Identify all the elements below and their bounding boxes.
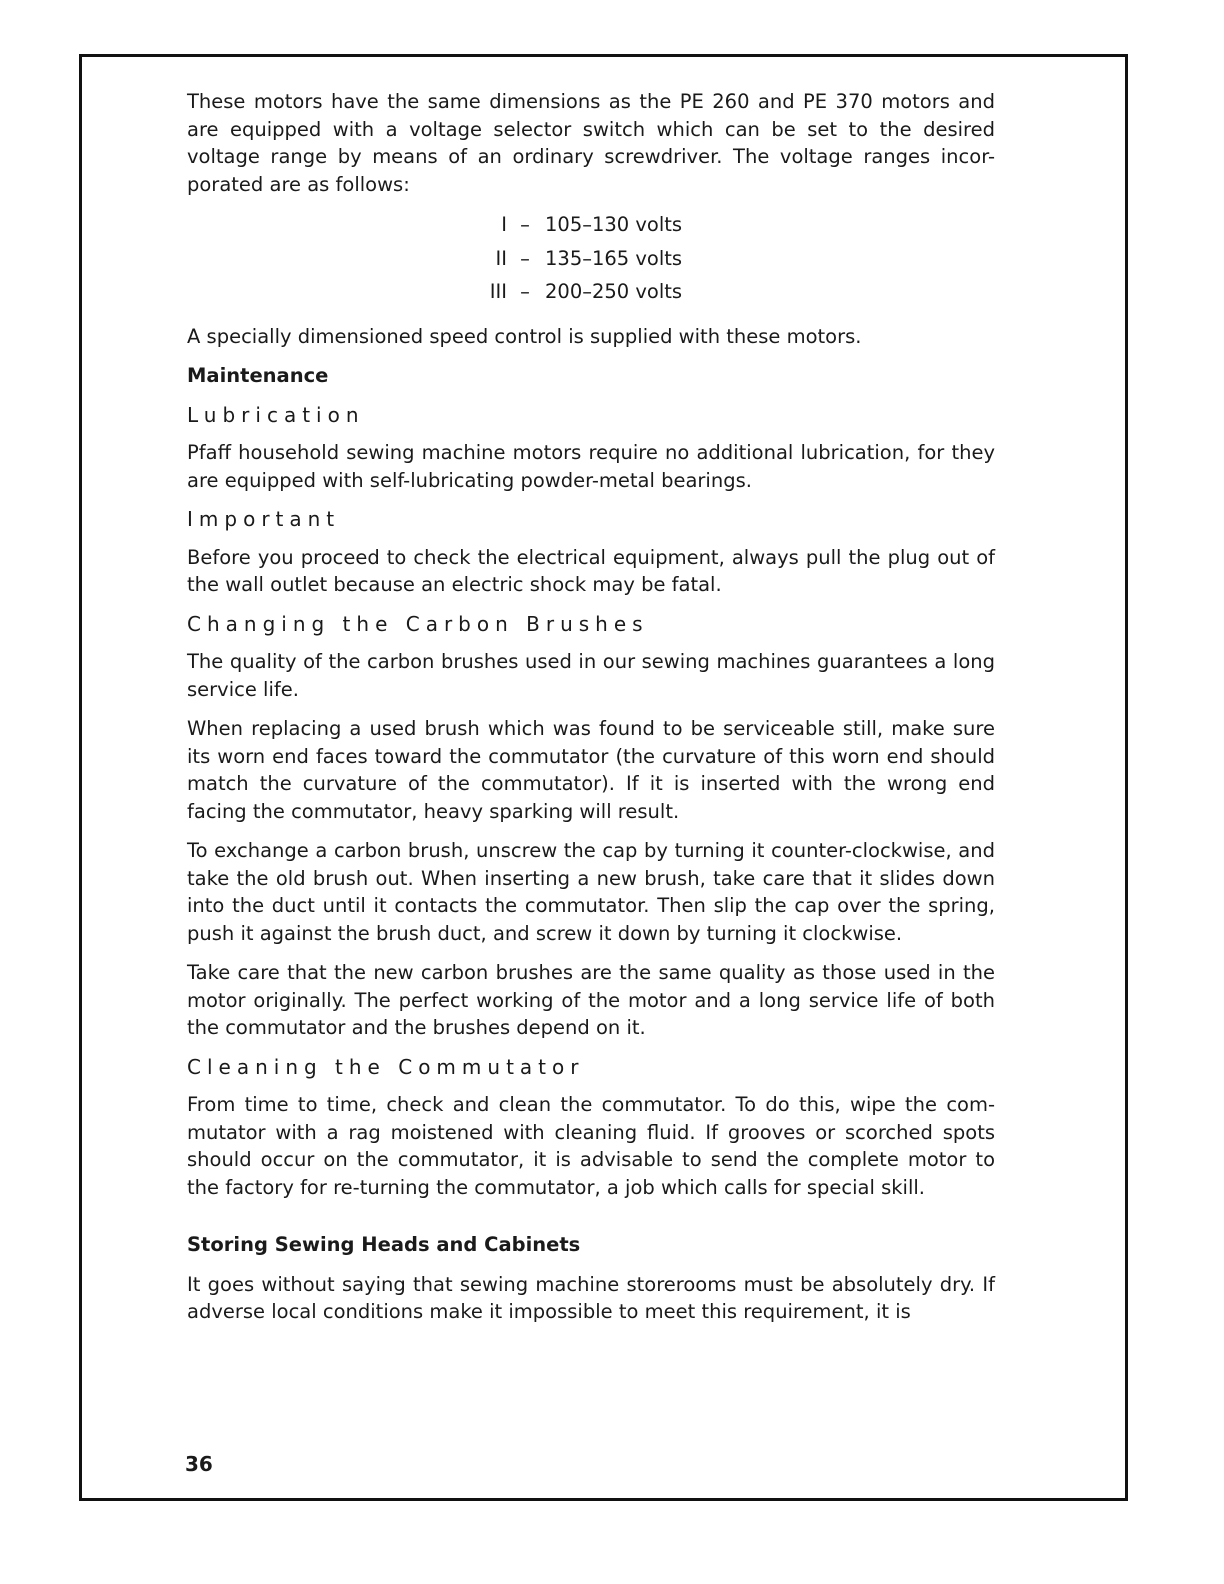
speed-control-paragraph: A specially dimensioned speed control is supplied with these motors. — [187, 324, 862, 348]
range-dash: – — [520, 213, 530, 236]
storing-heading: Storing Sewing Heads and Cabinets — [187, 1233, 581, 1256]
range-number: II — [495, 246, 507, 270]
range-volts: 135–165 volts — [545, 246, 683, 270]
page-number: 36 — [185, 1452, 213, 1476]
voltage-range-list — [187, 208, 995, 309]
commutator-heading: Cleaning the Commutator — [187, 1054, 585, 1079]
carbon-brushes-paragraph: When replacing a used brush which was found to be serviceable still, make sure its worn end faces toward the commutator (the curvature of this worn end should match the curvature of the commutator). If it is inserted with the wrong end facing the commutator, heavy sparking will result. — [187, 717, 995, 823]
lubrication-heading: Lubrication — [187, 402, 365, 427]
range-dash: – — [520, 280, 530, 303]
range-volts: 200–250 volts — [545, 280, 683, 303]
voltage-range-row — [469, 275, 995, 309]
voltage-range-row — [469, 242, 995, 276]
maintenance-heading: Maintenance — [187, 364, 329, 387]
intro-paragraph: These motors have the same dimensions as the PE 260 and PE 370 motors and are equipped with a voltage selector switch which can be set to the desired voltage range by means of an ordinary screwdriver. The voltage ranges incor-porated are as follows: — [187, 90, 995, 196]
storing-paragraph: It goes without saying that sewing machine storerooms must be absolutely dry. If adverse local conditions make it impossible to meet this requirement, it is — [187, 1272, 995, 1323]
carbon-brushes-heading: Changing the Carbon Brushes — [187, 611, 649, 636]
important-heading: Important — [187, 507, 341, 531]
carbon-brushes-paragraph: To exchange a carbon brush, unscrew the cap by turning it counter-clockwise, and take the old brush out. When inserting a new brush, take care that it slides down into the duct until it contacts the commutator. Then slip the cap over the spring, push it against the brush duct, and screw it down by turning it clockwise. — [187, 839, 995, 945]
important-paragraph: Before you proceed to check the electrical equipment, always pull the plug out of the wall outlet because an electric shock may be fatal. — [187, 545, 995, 596]
range-number: I — [501, 213, 507, 236]
range-volts: 105–130 volts — [545, 213, 683, 236]
commutator-paragraph: From time to time, check and clean the commutator. To do this, wipe the com-mutator with a rag moistened with cleaning fluid. If grooves or scorched spots should occur on the commutator, it is advisable to send the complete motor to the factory for re-turning the commutator, a job which calls for special skill. — [187, 1093, 995, 1199]
carbon-brushes-paragraph: Take care that the new carbon brushes are the same quality as those used in the motor originally. The perfect working of the motor and a long service life of both the commutator and the brushes depend on it. — [187, 961, 995, 1039]
voltage-range-row — [469, 208, 995, 242]
range-dash: – — [520, 246, 530, 270]
range-number: III — [489, 280, 507, 303]
carbon-brushes-paragraph: The quality of the carbon brushes used in our sewing machines guarantees a long service life. — [187, 650, 995, 701]
page-content — [187, 88, 995, 1338]
lubrication-paragraph: Pfaff household sewing machine motors require no additional lubrication, for they are equipped with self-lubricating powder-metal bearings. — [187, 441, 995, 492]
